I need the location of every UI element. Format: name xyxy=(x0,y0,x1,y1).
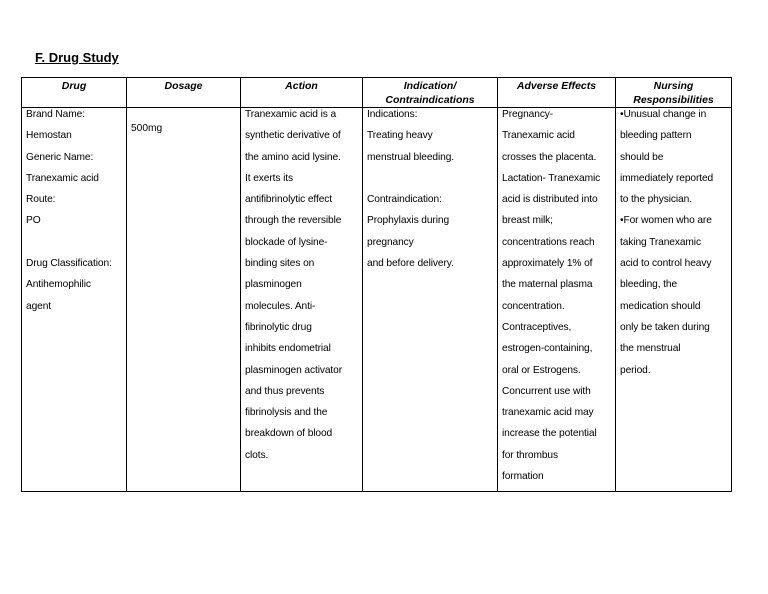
cell-line: through the reversible xyxy=(245,215,342,227)
cell-line: immediately reported xyxy=(620,172,714,184)
header-indication-line1: Indication/ xyxy=(403,80,457,92)
dosage-value: 500mg xyxy=(131,123,163,134)
header-adverse-effects: Adverse Effects xyxy=(498,78,616,108)
cell-line: Lactation- Tranexamic xyxy=(502,172,601,184)
cell-line: menstrual bleeding. xyxy=(367,151,455,163)
cell-line: PO xyxy=(26,215,41,227)
cell-line: tranexamic acid may xyxy=(502,407,594,419)
cell-line: Generic Name: xyxy=(26,151,94,163)
cell-line: taking Tranexamic xyxy=(620,236,701,248)
header-indication-line2: Contraindications xyxy=(385,94,475,106)
cell-line: Hemostan xyxy=(26,130,72,142)
cell-line: It exerts its xyxy=(245,172,293,184)
cell-line: concentration. xyxy=(502,300,565,312)
cell-line: Route: xyxy=(26,194,56,206)
cell-line: to the physician. xyxy=(620,194,692,206)
cell-line: acid is distributed into xyxy=(502,194,598,206)
cell-line: clots. xyxy=(245,449,269,461)
header-action: Action xyxy=(241,78,363,108)
action-cell xyxy=(241,108,363,492)
adverse-effects-cell xyxy=(498,108,616,492)
cell-line: the menstrual xyxy=(620,343,681,355)
cell-line: acid to control heavy xyxy=(620,258,712,270)
cell-line xyxy=(367,172,493,193)
cell-line: breast milk; xyxy=(502,215,553,227)
cell-line: period. xyxy=(620,364,651,376)
drug-study-table xyxy=(21,77,732,492)
indication-cell xyxy=(363,108,498,492)
header-indication xyxy=(363,78,498,108)
cell-line: oral or Estrogens. xyxy=(502,364,581,376)
header-dosage: Dosage xyxy=(127,78,241,108)
cell-line: the maternal plasma xyxy=(502,279,593,291)
cell-line: and thus prevents xyxy=(245,385,325,397)
cell-line: Treating heavy xyxy=(367,130,433,142)
cell-line: Antihemophilic xyxy=(26,279,91,291)
nursing-responsibilities-cell xyxy=(616,108,732,492)
cell-line: Brand Name: xyxy=(26,109,85,120)
cell-line: Contraindication: xyxy=(367,194,442,206)
cell-line: bleeding pattern xyxy=(620,130,692,142)
cell-line: synthetic derivative of xyxy=(245,130,341,142)
cell-line: Tranexamic acid xyxy=(502,130,575,142)
cell-line: plasminogen activator xyxy=(245,364,342,376)
cell-line: blockade of lysine- xyxy=(245,236,328,248)
cell-line: medication should xyxy=(620,300,701,312)
cell-line: Indications: xyxy=(367,109,418,120)
cell-line: Tranexamic acid xyxy=(26,172,99,184)
cell-line: inhibits endometrial xyxy=(245,343,331,355)
cell-line: antifibrinolytic effect xyxy=(245,194,332,206)
header-nursing-line1: Nursing xyxy=(653,80,694,92)
cell-line: concentrations reach xyxy=(502,236,595,248)
cell-line: Tranexamic acid is a xyxy=(245,109,337,120)
cell-line xyxy=(26,236,122,257)
cell-line: approximately 1% of xyxy=(502,258,593,270)
cell-line: formation xyxy=(502,471,544,483)
table-row xyxy=(22,108,732,492)
cell-line: pregnancy xyxy=(367,236,414,248)
dosage-cell xyxy=(127,108,241,492)
header-drug: Drug xyxy=(22,78,127,108)
cell-line: Pregnancy- xyxy=(502,109,554,120)
cell-line: Concurrent use with xyxy=(502,385,591,397)
header-nursing-line2: Responsibilities xyxy=(633,94,714,106)
cell-line: bleeding, the xyxy=(620,279,678,291)
cell-line: binding sites on xyxy=(245,258,315,270)
cell-line: fibrinolysis and the xyxy=(245,407,328,419)
header-nursing xyxy=(616,78,732,108)
cell-line: the amino acid lysine. xyxy=(245,151,341,163)
cell-line: for thrombus xyxy=(502,449,558,461)
cell-line: crosses the placenta. xyxy=(502,151,597,163)
cell-line: plasminogen xyxy=(245,279,302,291)
cell-line: •Unusual change in xyxy=(620,109,707,120)
cell-line: only be taken during xyxy=(620,321,710,333)
cell-line: agent xyxy=(26,300,51,312)
cell-line: •For women who are xyxy=(620,215,712,227)
cell-line: breakdown of blood xyxy=(245,428,333,440)
cell-line: estrogen-containing, xyxy=(502,343,593,355)
cell-line: Prophylaxis during xyxy=(367,215,450,227)
page-heading: F. Drug Study xyxy=(35,50,119,65)
cell-line: fibrinolytic drug xyxy=(245,321,312,333)
cell-line: Drug Classification: xyxy=(26,258,112,270)
table-header-row xyxy=(22,78,732,108)
cell-line: should be xyxy=(620,151,664,163)
cell-line: Contraceptives, xyxy=(502,321,572,333)
drug-cell xyxy=(22,108,127,492)
cell-line: increase the potential xyxy=(502,428,597,440)
cell-line: and before delivery. xyxy=(367,258,454,270)
cell-line: molecules. Anti- xyxy=(245,300,316,312)
